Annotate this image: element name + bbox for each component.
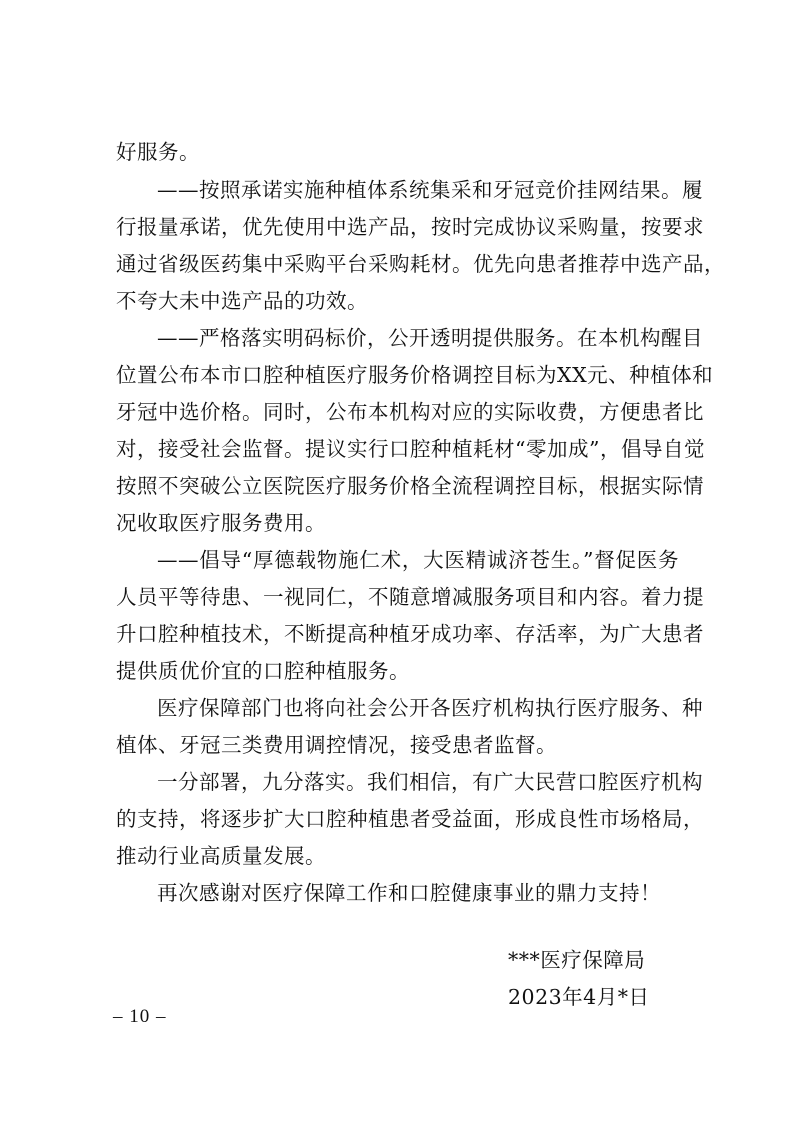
paragraph-line: 牙冠中选价格。同时，公布本机构对应的实际收费，方便患者比 bbox=[116, 400, 704, 424]
paragraph-line: 植体、牙冠三类费用调控情况，接受患者监督。 bbox=[116, 733, 557, 757]
paragraph-line: 位置公布本市口腔种植医疗服务价格调控目标为XX元、种植体和 bbox=[116, 363, 714, 387]
paragraph-line: 医疗保障部门也将向社会公开各医疗机构执行医疗服务、种 bbox=[157, 696, 703, 720]
paragraph-line: 再次感谢对医疗保障工作和口腔健康事业的鼎力支持！ bbox=[157, 881, 661, 905]
paragraph-line: 按照不突破公立医院医疗服务价格全流程调控目标，根据实际情 bbox=[116, 474, 704, 498]
paragraph-line: 通过省级医药集中采购平台采购耗材。优先向患者推荐中选产品， bbox=[116, 252, 725, 276]
paragraph-line: 不夸大未中选产品的功效。 bbox=[116, 289, 368, 313]
paragraph-line: 好服务。 bbox=[116, 140, 200, 164]
paragraph-line: 推动行业高质量发展。 bbox=[116, 844, 326, 868]
paragraph-line: ——严格落实明码标价，公开透明提供服务。在本机构醒目 bbox=[157, 326, 703, 350]
paragraph-line: 升口腔种植技术，不断提高种植牙成功率、存活率，为广大患者 bbox=[116, 622, 704, 646]
paragraph-line: 行报量承诺，优先使用中选产品，按时完成协议采购量，按要求 bbox=[116, 215, 704, 239]
page-number: – 10 – bbox=[113, 1006, 167, 1027]
paragraph-line: 人员平等待患、一视同仁，不随意增减服务项目和内容。着力提 bbox=[116, 585, 704, 609]
paragraph-line: 一分部署，九分落实。我们相信，有广大民营口腔医疗机构 bbox=[157, 770, 703, 794]
signature-date: 2023年4月*日 bbox=[508, 985, 650, 1009]
paragraph-line: 的支持，将逐步扩大口腔种植患者受益面，形成良性市场格局， bbox=[116, 807, 704, 831]
paragraph-line: 提供质优价宜的口腔种植服务。 bbox=[116, 659, 410, 683]
paragraph-line: ——按照承诺实施种植体系统集采和牙冠竞价挂网结果。履 bbox=[157, 178, 703, 202]
paragraph-line: 对，接受社会监督。提议实行口腔种植耗材“零加成”，倡导自觉 bbox=[116, 437, 705, 461]
paragraph-line: 况收取医疗服务费用。 bbox=[116, 511, 326, 535]
paragraph-line: ——倡导“厚德载物施仁术，大医精诚济苍生。”督促医务 bbox=[157, 548, 679, 572]
signature-org: ***医疗保障局 bbox=[508, 948, 646, 972]
